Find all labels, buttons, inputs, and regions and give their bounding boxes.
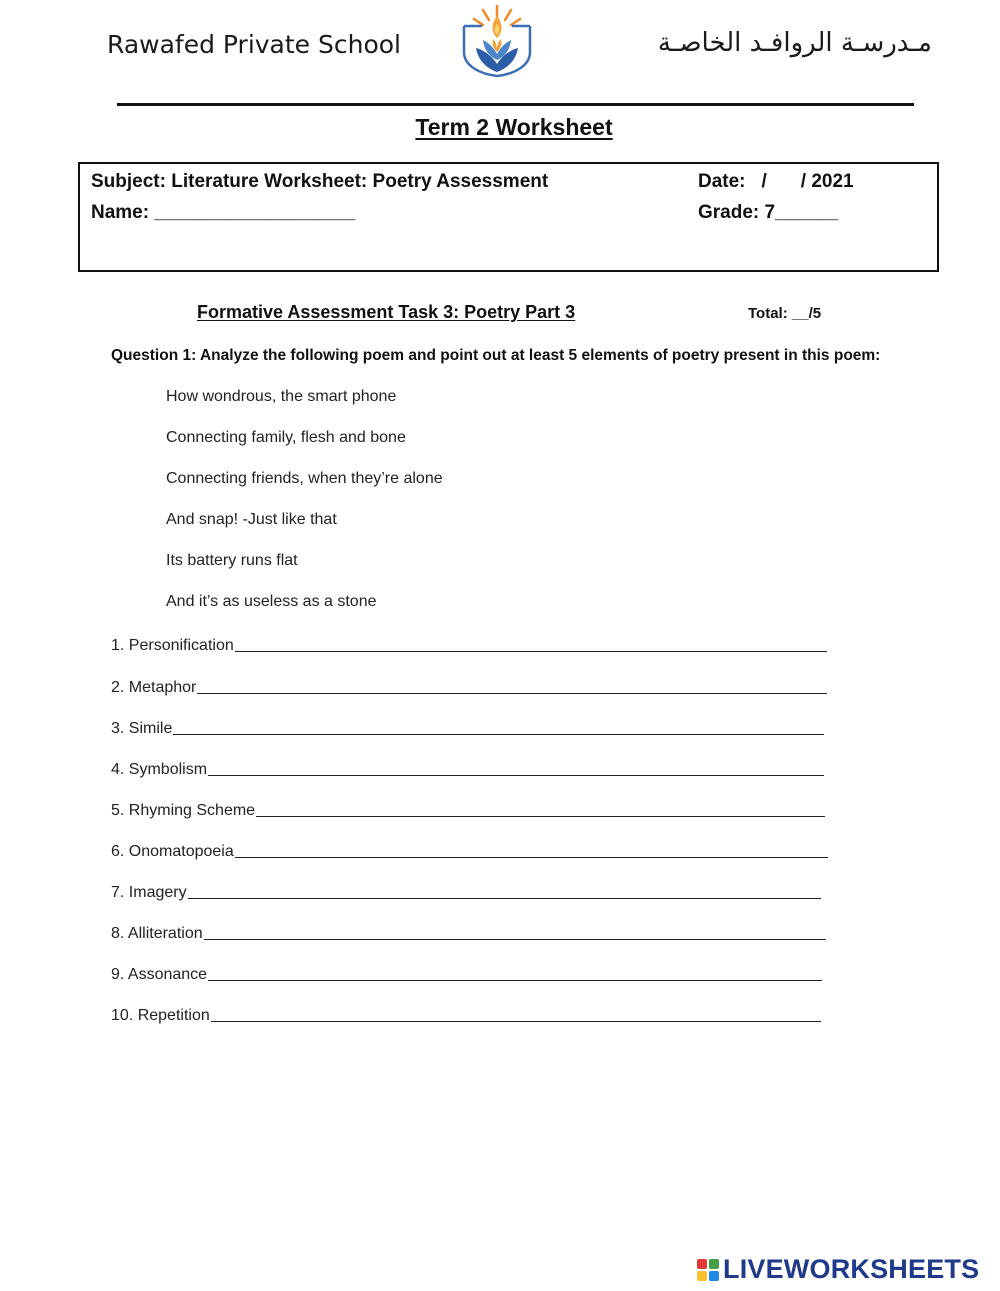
answer-label: 2. Metaphor bbox=[111, 679, 197, 696]
answer-row-repetition bbox=[111, 1003, 821, 1025]
answer-blank[interactable] bbox=[204, 938, 826, 940]
answer-row-symbolism bbox=[111, 757, 824, 779]
answer-blank[interactable] bbox=[211, 1020, 821, 1022]
answer-blank[interactable] bbox=[235, 856, 828, 858]
poem-line: Connecting friends, when they’re alone bbox=[166, 470, 443, 487]
answer-row-simile bbox=[111, 716, 824, 738]
grade-field: Grade: 7______ bbox=[698, 202, 839, 223]
school-logo-icon bbox=[458, 2, 538, 78]
date-field bbox=[698, 171, 854, 193]
answer-blank[interactable] bbox=[256, 815, 825, 817]
liveworksheets-logo[interactable] bbox=[697, 1254, 979, 1285]
answer-row-imagery bbox=[111, 880, 821, 902]
answer-row-metaphor bbox=[111, 675, 827, 697]
answer-label: 5. Rhyming Scheme bbox=[111, 802, 256, 819]
poem-line: And snap! -Just like that bbox=[166, 511, 337, 528]
name-field: Name: ___________________ bbox=[91, 202, 356, 223]
poem-line: And it’s as useless as a stone bbox=[166, 593, 377, 610]
answer-row-assonance bbox=[111, 962, 822, 984]
answer-row-personification bbox=[111, 633, 827, 655]
page-title: Term 2 Worksheet bbox=[415, 114, 613, 140]
date-year: / 2021 bbox=[800, 171, 854, 192]
answer-label: 6. Onomatopoeia bbox=[111, 843, 234, 860]
answer-blank[interactable] bbox=[188, 897, 821, 899]
answer-blank[interactable] bbox=[197, 692, 827, 694]
header-divider bbox=[117, 103, 914, 106]
answer-label: 3. Simile bbox=[111, 720, 173, 737]
date-slash: / bbox=[761, 171, 767, 192]
answer-blank[interactable] bbox=[208, 774, 824, 776]
task-title: Formative Assessment Task 3: Poetry Part 3 bbox=[197, 302, 576, 322]
answer-label: 1. Personification bbox=[111, 637, 234, 654]
answer-label: 4. Symbolism bbox=[111, 761, 208, 778]
answer-row-alliteration bbox=[111, 921, 826, 943]
answer-row-onomatopoeia bbox=[111, 839, 828, 861]
poem-line: Connecting family, flesh and bone bbox=[166, 429, 406, 446]
question-text: Question 1: Analyze the following poem and point out at least 5 elements of poetry present in this poem: bbox=[111, 347, 881, 364]
answer-label: 10. Repetition bbox=[111, 1007, 210, 1024]
school-name-english: Rawafed Private School bbox=[107, 30, 402, 59]
date-label: Date: bbox=[698, 171, 746, 192]
answer-blank[interactable] bbox=[208, 979, 822, 981]
answer-label: 9. Assonance bbox=[111, 966, 208, 983]
answer-label: 8. Alliteration bbox=[111, 925, 203, 942]
answer-row-rhyming-scheme bbox=[111, 798, 825, 820]
school-name-arabic: مـدرسـة الروافـد الخاصـة bbox=[657, 28, 932, 58]
brand-text: LIVEWORKSHEETS bbox=[723, 1254, 980, 1284]
poem-line: How wondrous, the smart phone bbox=[166, 388, 397, 405]
subject-label: Subject: Literature Worksheet: Poetry Assessment bbox=[91, 171, 549, 192]
answer-label: 7. Imagery bbox=[111, 884, 187, 901]
brand-blocks-icon bbox=[697, 1259, 719, 1281]
answer-blank[interactable] bbox=[173, 733, 824, 735]
answer-blank[interactable] bbox=[235, 650, 827, 652]
poem-line: Its battery runs flat bbox=[166, 552, 298, 569]
total-score: Total: __/5 bbox=[748, 305, 822, 322]
